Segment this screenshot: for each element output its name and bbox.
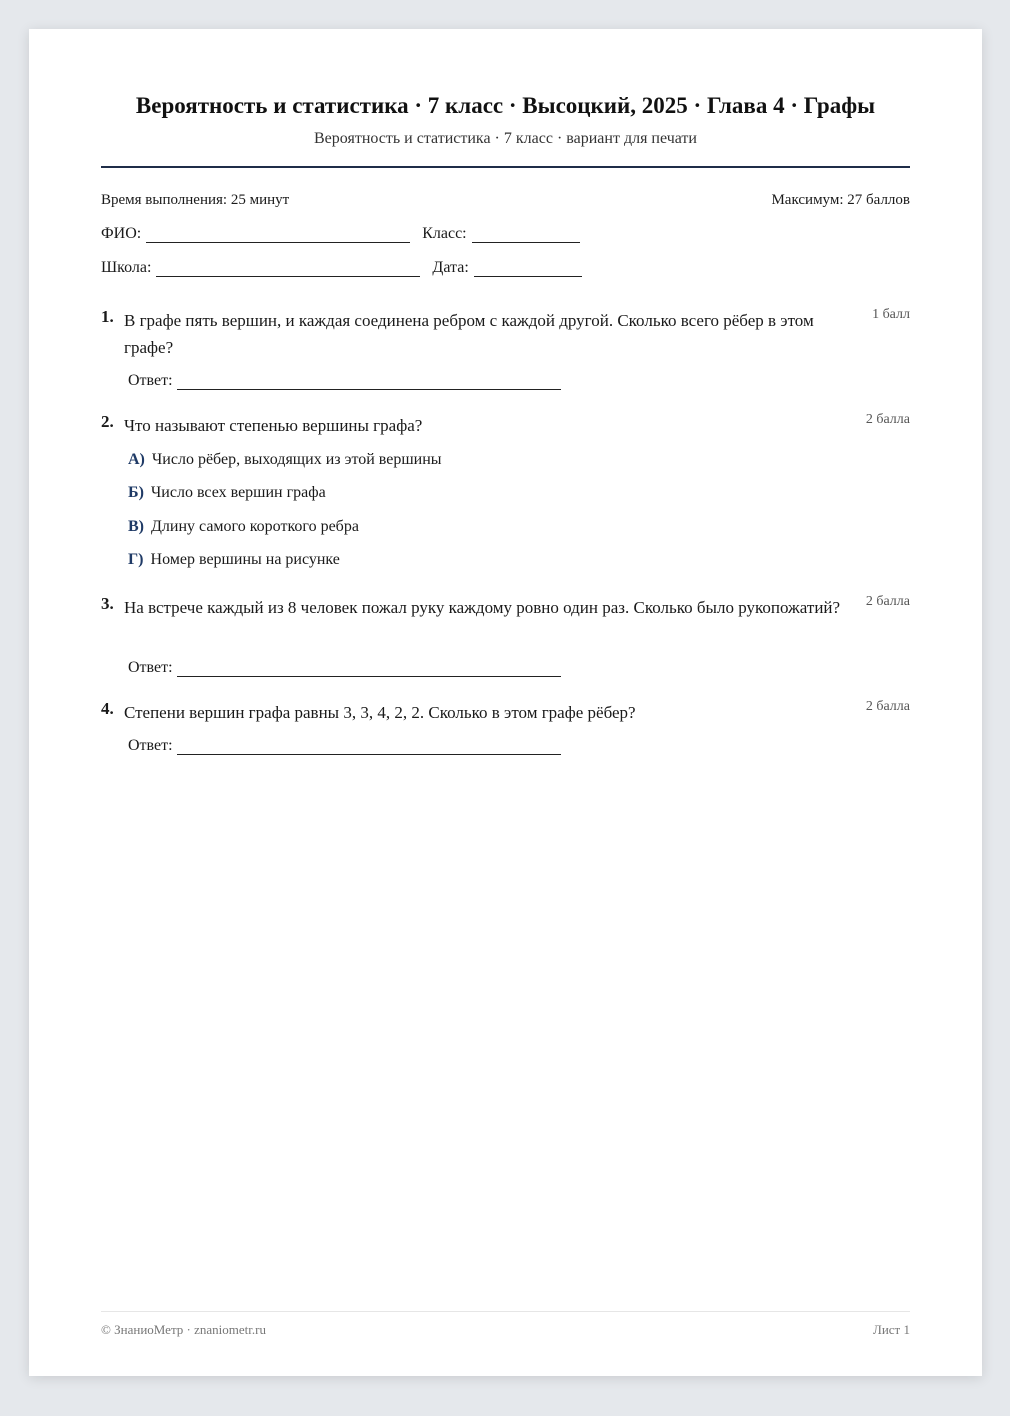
answer-field-1[interactable] xyxy=(177,375,561,390)
option-letter: В) xyxy=(128,518,144,535)
option-text: Длину самого короткого ребра xyxy=(151,518,359,535)
meta-row xyxy=(101,192,910,209)
footer-divider xyxy=(101,1311,910,1312)
option-d[interactable] xyxy=(128,551,340,569)
question-number: 2. xyxy=(101,412,114,431)
question-points: 2 балла xyxy=(865,699,910,714)
worksheet-page xyxy=(29,29,982,1376)
class-label: Класс: xyxy=(422,225,467,242)
option-text: Номер вершины на рисунке xyxy=(150,551,340,568)
page-subtitle: Вероятность и статистика · 7 класс · вариант для печати xyxy=(314,130,697,147)
date-label: Дата: xyxy=(432,259,469,276)
option-b[interactable] xyxy=(128,484,326,502)
question-number: 3. xyxy=(101,594,114,613)
option-letter: Г) xyxy=(128,551,144,568)
question-text: Что называют степенью вершины графа? xyxy=(124,416,423,435)
answer-label: Ответ: xyxy=(128,372,173,389)
question-points: 2 балла xyxy=(865,412,910,427)
question-points: 1 балл xyxy=(872,307,910,322)
answer-field-4[interactable] xyxy=(177,740,561,755)
fio-label: ФИО: xyxy=(101,225,142,242)
answer-row-3 xyxy=(128,659,561,677)
date-field[interactable] xyxy=(474,262,582,277)
answer-field-3[interactable] xyxy=(177,662,561,677)
option-text: Число всех вершин графа xyxy=(150,484,326,501)
class-field[interactable] xyxy=(472,228,580,243)
time-limit: Время выполнения: 25 минут xyxy=(101,192,290,208)
question-points: 2 балла xyxy=(865,594,910,609)
answer-row-4 xyxy=(128,737,561,755)
header-divider xyxy=(101,166,910,168)
school-field[interactable] xyxy=(156,262,420,277)
fio-field[interactable] xyxy=(146,228,410,243)
answer-row-1 xyxy=(128,372,561,390)
footer-sheet-number: Лист 1 xyxy=(873,1322,910,1337)
page-title: Вероятность и статистика · 7 класс · Высоцкий, 2025 · Глава 4 · Графы xyxy=(135,93,876,118)
footer xyxy=(101,1322,910,1338)
question-text: Степени вершин графа равны 3, 3, 4, 2, 2. Сколько в этом графе рёбер? xyxy=(124,703,636,722)
question-number: 4. xyxy=(101,699,114,718)
page-content xyxy=(101,29,910,1376)
question-text: На встрече каждый из 8 человек пожал руку каждому ровно один раз. Сколько было рукопожатий? xyxy=(124,598,841,617)
option-text: Число рёбер, выходящих из этой вершины xyxy=(151,451,442,468)
answer-label: Ответ: xyxy=(128,659,173,676)
max-score: Максимум: 27 баллов xyxy=(771,192,910,208)
student-fields-row-1 xyxy=(101,225,592,243)
question-number: 1. xyxy=(101,307,114,326)
option-letter: Б) xyxy=(128,484,144,501)
question-text: В графе пять вершин, и каждая соединена ребром с каждой другой. Сколько всего рёбер в этом графе? xyxy=(124,311,814,357)
school-label: Школа: xyxy=(101,259,152,276)
student-fields-row-2 xyxy=(101,259,594,277)
option-letter: А) xyxy=(128,451,145,468)
answer-label: Ответ: xyxy=(128,737,173,754)
option-a[interactable] xyxy=(128,451,442,469)
option-c[interactable] xyxy=(128,518,359,536)
footer-copyright: © ЗнаниоМетр · znaniometr.ru xyxy=(101,1322,266,1337)
